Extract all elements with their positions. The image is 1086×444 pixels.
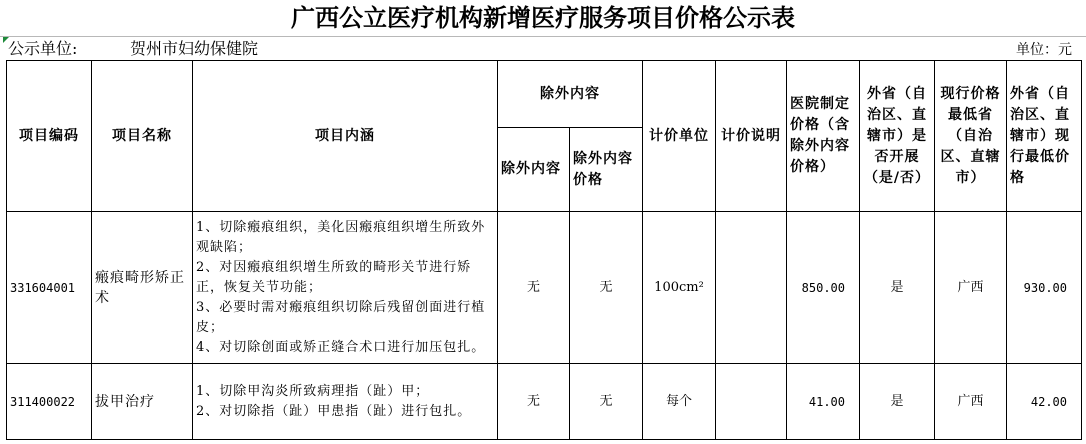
table-row (7, 364, 1086, 440)
header-exclusion-price: 除外内容价格 (570, 128, 643, 212)
header-lowest-price: 外省（自治区、直辖市）现行最低价格 (1007, 61, 1082, 212)
cell-hospital-price: 41.00 (787, 364, 860, 440)
header-name: 项目名称 (92, 61, 193, 212)
cell-out-of-province: 是 (860, 364, 935, 440)
cell-pricing-note (716, 212, 787, 364)
cell-pricing-note (716, 364, 787, 440)
cell-exclusion-content: 无 (498, 364, 570, 440)
cell-exclusion-content: 无 (498, 212, 570, 364)
cell-lowest-price: 930.00 (1007, 212, 1082, 364)
header-out-of-province: 外省（自治区、直辖市）是否开展（是/否） (860, 61, 935, 212)
cell-out-of-province: 是 (860, 212, 935, 364)
cell-code: 331604001 (7, 212, 92, 364)
header-content: 项目内涵 (193, 61, 498, 212)
header-hospital-price: 医院制定价格（含除外内容价格） (787, 61, 860, 212)
header-exclusion-content: 除外内容 (498, 128, 570, 212)
cell-pricing-unit: 100cm² (643, 212, 716, 364)
cell-lowest-price: 42.00 (1007, 364, 1082, 440)
unit-label: 单位：元 (1016, 42, 1072, 58)
cell-name: 瘢痕畸形矫正术 (92, 212, 193, 364)
publisher-label: 公示单位: (8, 39, 78, 58)
cell-exclusion-price: 无 (570, 212, 643, 364)
price-table (6, 60, 1086, 440)
header-lowest-region: 现行价格最低省（自治区、直辖市） (935, 61, 1007, 212)
header-pricing-note: 计价说明 (716, 61, 787, 212)
header-pricing-unit: 计价单位 (643, 61, 716, 212)
cell-exclusion-price: 无 (570, 364, 643, 440)
cell-content: 1、切除瘢痕组织，美化因瘢痕组织增生所致外观缺陷； 2、对因瘢痕组织增生所致的畸形关节进行矫正，恢复关节功能； 3、必要时需对瘢痕组织切除后残留创面进行植皮； 4、对切除创面或矫正缝合术口进行加压包扎。 (193, 212, 498, 364)
title-divider (0, 36, 1086, 37)
header-code: 项目编码 (7, 61, 92, 212)
cell-name: 拔甲治疗 (92, 364, 193, 440)
cell-lowest-region: 广西 (935, 364, 1007, 440)
cell-lowest-region: 广西 (935, 212, 1007, 364)
page-title: 广西公立医疗机构新增医疗服务项目价格公示表 (291, 3, 795, 32)
publisher-value: 贺州市妇幼保健院 (130, 39, 259, 58)
cell-hospital-price: 850.00 (787, 212, 860, 364)
header-exclusion-group: 除外内容 (498, 61, 643, 128)
cell-pricing-unit: 每个 (643, 364, 716, 440)
cell-content: 1、切除甲沟炎所致病理指（趾）甲； 2、对切除指（趾）甲患指（趾）进行包扎。 (193, 364, 498, 440)
table-row (7, 212, 1086, 364)
cell-code: 311400022 (7, 364, 92, 440)
